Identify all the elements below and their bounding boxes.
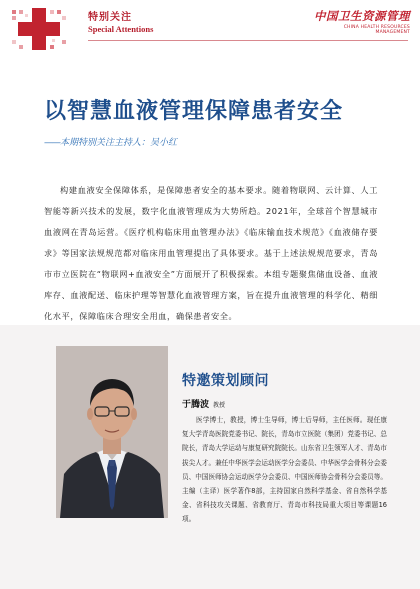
journal-logo-cn: 中国卫生资源管理	[314, 11, 410, 23]
header-divider	[88, 40, 408, 41]
section-title: 特别关注	[88, 12, 132, 23]
subtitle-text: 本期特别关注主持人：吴小红	[60, 138, 178, 148]
cross-logo-icon	[10, 6, 70, 52]
journal-logo-en: CHINA HEALTH RESOURCES MANAGEMENT	[343, 25, 410, 35]
expert-bio: 医学博士，教授，博士生导师，博士后导师，主任医师。现任康复大学青岛医院党委书记、院长，青岛市立医院（集团）党委书记、总院长，青岛大学运动与康复研究院院长。山东省卫生领军人才、青岛市拔尖人才。兼任中华医学会运动医学分会委员、中华医学会骨科分会委员、中国医师协会运动医学分会委员、中国医师协会骨科分会委员等。主编（主译）医学著作8部，主持国家自然科学基金、省自然科学基金、省科技攻关课题、省教育厅、青岛市科技局重大项目等课题16项。	[182, 416, 387, 524]
expert-name-line	[182, 397, 225, 410]
article-subtitle	[44, 135, 177, 148]
expert-name: 于腾波	[182, 400, 210, 410]
journal-logo	[308, 8, 410, 35]
portrait-image	[56, 346, 168, 518]
section-title-en: Special Attentions	[88, 24, 154, 34]
article-title: 以智慧血液管理保障患者安全	[44, 99, 344, 124]
article-body: 构建血液安全保障体系，是保障患者安全的基本要求。随着物联网、云计算、人工智能等新兴技术的发展，数字化血液管理成为大势所趋。2021年，全球首个智慧城市血液网在青岛运营。《医疗机构临床用血管理办法》《临床输血技术规范》《血液储存要求》等国家法规规范都对临床用血管理提出了具体要求。基于上述法规规范要求，青岛市市立医院在“物联网+血液安全”方面展开了积极探索。本组专题聚焦储血设备、血液库存、血液配送、临床护理等智慧化血液管理方案，旨在提升血液管理的科学化、精细化水平，保障临床合理安全用血，确保患者安全。	[44, 185, 378, 321]
expert-photo	[56, 346, 168, 518]
subtitle-dash: ——	[44, 138, 60, 148]
page-header	[0, 0, 420, 55]
expert-role: 教授	[213, 402, 226, 409]
expert-panel-title: 特邀策划顾问	[182, 373, 269, 389]
